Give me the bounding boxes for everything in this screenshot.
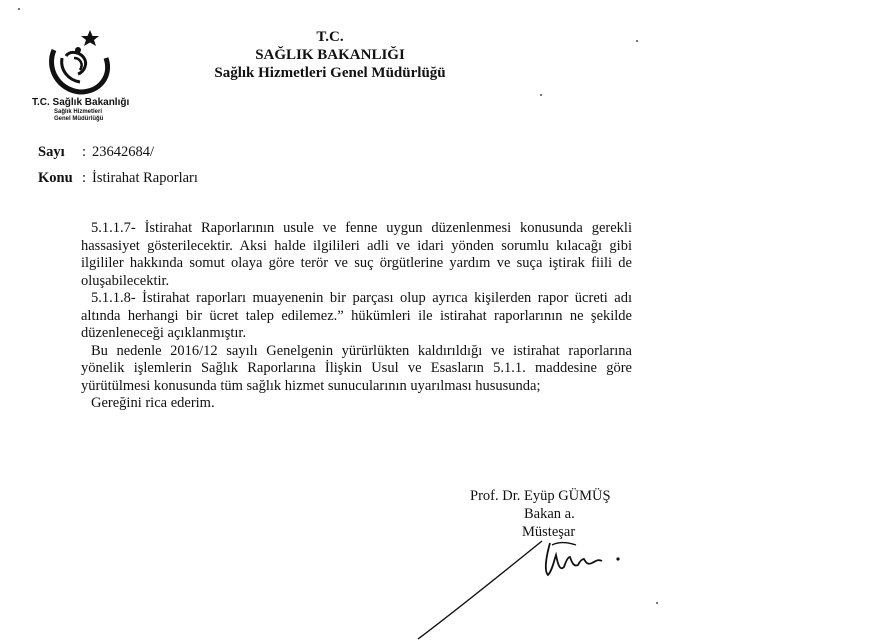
signature-block — [470, 487, 611, 541]
letterhead — [170, 28, 490, 82]
sayi-label: Sayı — [38, 144, 65, 160]
header-republic: T.C. — [316, 29, 344, 45]
sayi-colon: : — [82, 144, 87, 160]
reference-number-row — [38, 144, 154, 161]
scan-speck — [656, 602, 658, 604]
konu-value: İstirahat Raporları — [92, 170, 198, 186]
scan-speck — [540, 94, 542, 96]
ministry-logo — [30, 28, 150, 128]
sayi-value: 23642684/ — [92, 144, 155, 160]
scan-speck — [18, 8, 20, 10]
signatory-title-1: Bakan a. — [524, 506, 575, 522]
paragraph-4: Gereğini rica ederim. — [91, 395, 215, 411]
paragraph-3: Bu nedenle 2016/12 sayılı Genelgenin yürürlükten kaldırıldığı ve istirahat raporlarına yönelik işlemlerin Sağlık Raporlarına İlişkin Usul ve Esasların 5.1.1. maddesine göre yürütülmesi konusunda tüm sağlık hizmet sunucularının uyarılması hususunda; — [81, 342, 632, 394]
header-ministry: SAĞLIK BAKANLIĞI — [255, 47, 405, 63]
paragraph-1: 5.1.1.7- İstirahat Raporlarının usule ve fenne uygun düzenlenmesi konusunda gerekli hassasiyet gösterilecektir. Aksi halde ilgilileri adli ve idari yönden sorumlu kılacağı gibi ilgililer hakkında somut olaya göre terör ve suç örgütlerine yardım ve suça iştirak fiili de oluşabilecektir. — [81, 220, 632, 289]
header-directorate: Sağlık Hizmetleri Genel Müdürlüğü — [214, 65, 446, 81]
konu-colon: : — [82, 170, 87, 186]
ministry-emblem-icon — [44, 28, 124, 98]
paragraph-2: 5.1.1.8- İstirahat raporları muayenenin bir parçası olup ayrıca kişilerden rapor ücreti adı altında herhangi bir ücret talep edilemez.” hükümleri ile istirahat raporlarının ne şekilde düzenleneceği açıklanmıştır. — [81, 290, 632, 341]
logo-line-3: Genel Müdürlüğü — [54, 116, 104, 122]
signatory-title-2: Müsteşar — [522, 524, 576, 540]
subject-row — [38, 170, 198, 187]
konu-label: Konu — [38, 170, 73, 186]
handwritten-signature-icon — [410, 535, 640, 641]
logo-line-1: T.C. Sağlık Bakanlığı — [32, 97, 130, 108]
scan-speck — [636, 40, 638, 42]
logo-line-2: Sağlık Hizmetleri — [54, 109, 103, 115]
letter-body — [82, 220, 632, 413]
signatory-name: Prof. Dr. Eyüp GÜMÜŞ — [470, 488, 611, 504]
